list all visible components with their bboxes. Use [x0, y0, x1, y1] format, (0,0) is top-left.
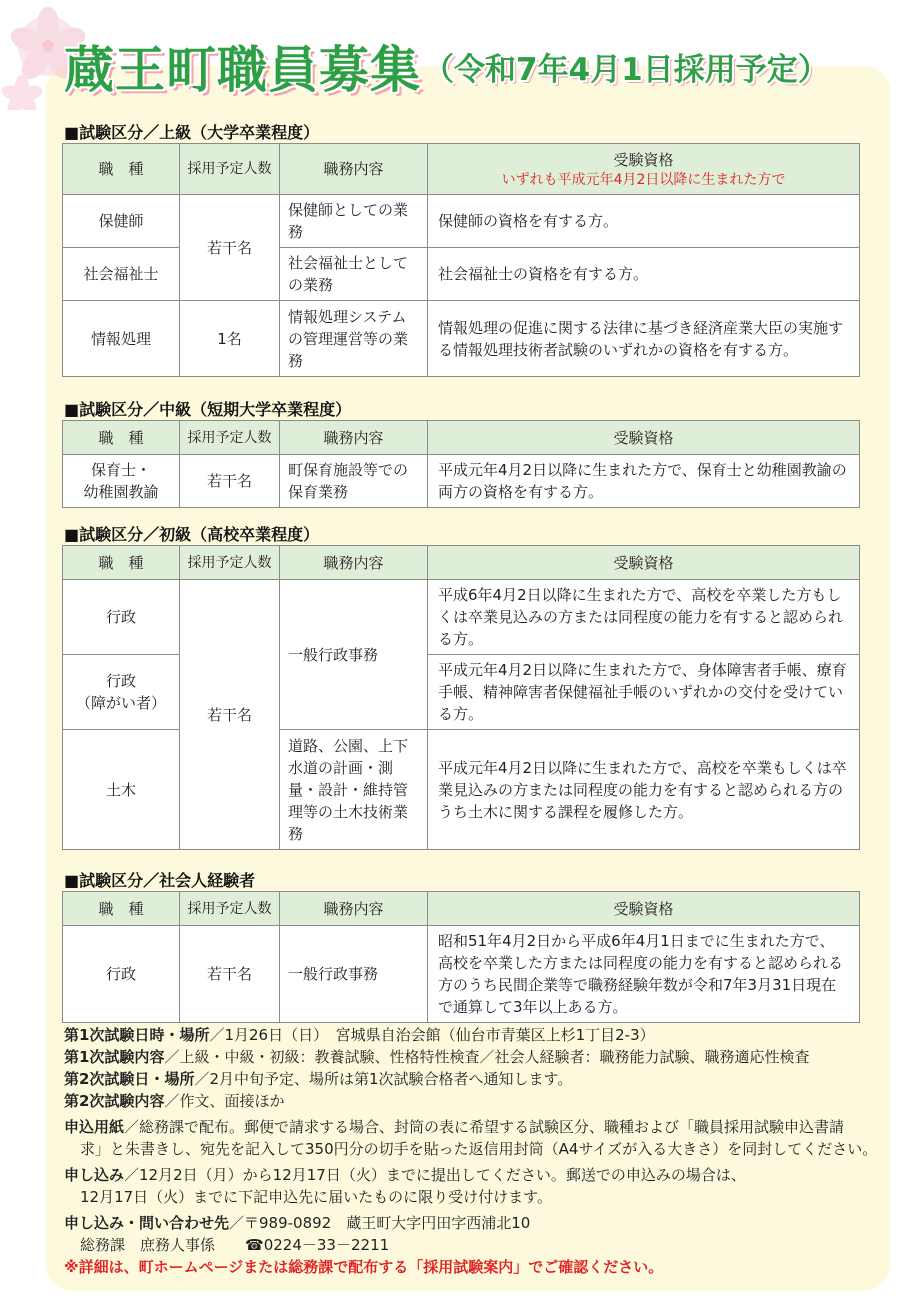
col-header-qual: 受験資格: [428, 892, 860, 926]
form-text-2: 求」と朱書きし、宛先を記入して350円分の切手を貼った返信用封筒（A4サイズが入る大きさ）を同封してください。: [80, 1140, 878, 1158]
cell-duty: 道路、公園、上下水道の計画・測量・設計・維持管理等の土木技術業務: [280, 730, 428, 850]
cell-job: 行政: [63, 580, 180, 655]
qual-header-note: いずれも平成元年4月2日以降に生まれた方で: [501, 172, 786, 188]
cell-qual: 平成元年4月2日以降に生まれた方で、身体障害者手帳、療育手帳、精神障害者保健福祉手帳のいずれかの交付を受けている方。: [428, 655, 860, 730]
contact-label: 申し込み・問い合わせ先: [64, 1214, 230, 1232]
cell-duty: 社会福祉士としての業務: [280, 248, 428, 301]
job-line-1: 行政: [105, 672, 136, 690]
cell-qual: 平成元年4月2日以降に生まれた方で、保育士と幼稚園教諭の両方の資格を有する方。: [428, 455, 860, 508]
col-header-duty: 職務内容: [280, 546, 428, 580]
phone-icon: ☎: [245, 1236, 264, 1254]
table-middle: [62, 420, 860, 508]
exam2-content: [64, 1090, 864, 1112]
exam2c-label: 第2次試験内容: [64, 1092, 165, 1110]
exam2c-text: ／作文、面接ほか: [164, 1092, 285, 1110]
details-note: ※詳細は、町ホームページまたは総務課で配布する「採用試験案内」でご確認ください。: [64, 1258, 664, 1276]
exam1-schedule: [64, 1024, 864, 1046]
col-header-count: 採用予定人数: [180, 421, 280, 455]
cell-count: 若干名: [180, 580, 280, 850]
cell-job: [63, 455, 180, 508]
col-header-job: 職 種: [63, 892, 180, 926]
job-line-2: （障がい者）: [75, 694, 166, 712]
job-line-2: 幼稚園教諭: [83, 483, 159, 501]
exam1c-text: ／上級・中級・初級：教養試験、性格特性検査／社会人経験者：職務能力試験、職務適応性検査: [164, 1048, 810, 1066]
exam2-text: ／2月中旬予定、場所は第1次試験合格者へ通知します。: [194, 1070, 573, 1088]
contact-text: ／〒989-0892 蔵王町大字円田字西浦北10: [229, 1214, 531, 1232]
table-row: [63, 195, 860, 248]
cell-count: 若干名: [180, 455, 280, 508]
contact: [64, 1212, 864, 1278]
table-upper: [62, 143, 860, 377]
cell-job: 保健師: [63, 195, 180, 248]
cell-job: 社会福祉士: [63, 248, 180, 301]
col-header-job: 職 種: [63, 546, 180, 580]
table-row: [63, 301, 860, 377]
title-subtitle: （令和7年4月1日採用予定）: [423, 51, 829, 88]
application-form: [64, 1116, 878, 1160]
table-lower: [62, 545, 860, 850]
cell-job: 行政: [63, 926, 180, 1023]
apply-label: 申し込み: [64, 1166, 125, 1184]
apply-text-2: 12月17日（火）までに下記申込先に届いたものに限り受け付けます。: [80, 1188, 552, 1206]
cell-count: 若干名: [180, 195, 280, 301]
table-row: [63, 926, 860, 1023]
title-main: 蔵王町職員募集: [64, 41, 421, 99]
col-header-count: 採用予定人数: [180, 892, 280, 926]
table-row: [63, 580, 860, 655]
table-experienced: [62, 891, 860, 1023]
apply-text-1: ／12月2日（月）から12月17日（火）までに提出してください。郵送での申込みの場合は、: [124, 1166, 746, 1184]
exam2-schedule: [64, 1068, 864, 1090]
cell-qual: 平成6年4月2日以降に生まれた方で、高校を卒業した方もしくは卒業見込みの方または同程度の能力を有すると認められる方。: [428, 580, 860, 655]
job-line-1: 保育士・: [90, 461, 151, 479]
section-heading-lower: ■試験区分／初級（高校卒業程度）: [64, 525, 320, 544]
col-header-qual: 受験資格: [428, 421, 860, 455]
cell-qual: 情報処理の促進に関する法律に基づき経済産業大臣の実施する情報処理技術者試験のいずれかの資格を有する方。: [428, 301, 860, 377]
contact-dept-row: [64, 1234, 864, 1256]
cell-duty: 一般行政事務: [280, 926, 428, 1023]
page-title: [64, 26, 829, 106]
cell-duty: 情報処理システムの管理運営等の業務: [280, 301, 428, 377]
section-heading-experienced: ■試験区分／社会人経験者: [64, 871, 256, 890]
cell-qual: 保健師の資格を有する方。: [428, 195, 860, 248]
col-header-count: 採用予定人数: [180, 546, 280, 580]
col-header-qual: 受験資格: [428, 546, 860, 580]
col-header-duty: 職務内容: [280, 892, 428, 926]
exam1-label: 第1次試験日時・場所: [64, 1026, 210, 1044]
exam-info: [64, 1024, 878, 1278]
cell-job: 情報処理: [63, 301, 180, 377]
cell-qual: 昭和51年4月2日から平成6年4月1日までに生まれた方で、高校を卒業した方または同程度の能力を有すると認められる方のうち民間企業等で職務経験年数が令和7年3月31日現在で通算して3年以上ある方。: [428, 926, 860, 1023]
exam1-text: ／1月26日（日） 宮城県自治会館（仙台市青葉区上杉1丁目2-3）: [209, 1026, 655, 1044]
col-header-count: 採用予定人数: [180, 144, 280, 195]
cell-count: 1名: [180, 301, 280, 377]
phone-number: 0224－33－2211: [263, 1236, 390, 1254]
cell-duty: 一般行政事務: [280, 580, 428, 730]
cell-qual: 平成元年4月2日以降に生まれた方で、高校を卒業もしくは卒業見込みの方または同程度の能力を有すると認められる方のうち土木に関する課程を履修した方。: [428, 730, 860, 850]
form-text-1: ／総務課で配布。郵便で請求する場合、封筒の表に希望する試験区分、職種および「職員採用試験申込書請: [124, 1118, 845, 1136]
col-header-job: 職 種: [63, 144, 180, 195]
cell-job: 土木: [63, 730, 180, 850]
exam2-label: 第2次試験日・場所: [64, 1070, 195, 1088]
cell-count: 若干名: [180, 926, 280, 1023]
col-header-duty: 職務内容: [280, 144, 428, 195]
col-header-duty: 職務内容: [280, 421, 428, 455]
cell-qual: 社会福祉士の資格を有する方。: [428, 248, 860, 301]
col-header-qual: [428, 144, 860, 195]
contact-dept: 総務課 庶務人事係: [80, 1236, 216, 1254]
exam1-content: [64, 1046, 864, 1068]
cell-duty: 町保育施設等での保育業務: [280, 455, 428, 508]
application-period: [64, 1164, 864, 1208]
section-heading-upper: ■試験区分／上級（大学卒業程度）: [64, 123, 320, 142]
cell-duty: 保健師としての業務: [280, 195, 428, 248]
form-label: 申込用紙: [64, 1118, 125, 1136]
col-header-job: 職 種: [63, 421, 180, 455]
cell-job: [63, 655, 180, 730]
table-row: [63, 455, 860, 508]
section-heading-middle: ■試験区分／中級（短期大学卒業程度）: [64, 400, 352, 419]
qual-header-label: 受験資格: [613, 151, 674, 169]
exam1c-label: 第1次試験内容: [64, 1048, 165, 1066]
